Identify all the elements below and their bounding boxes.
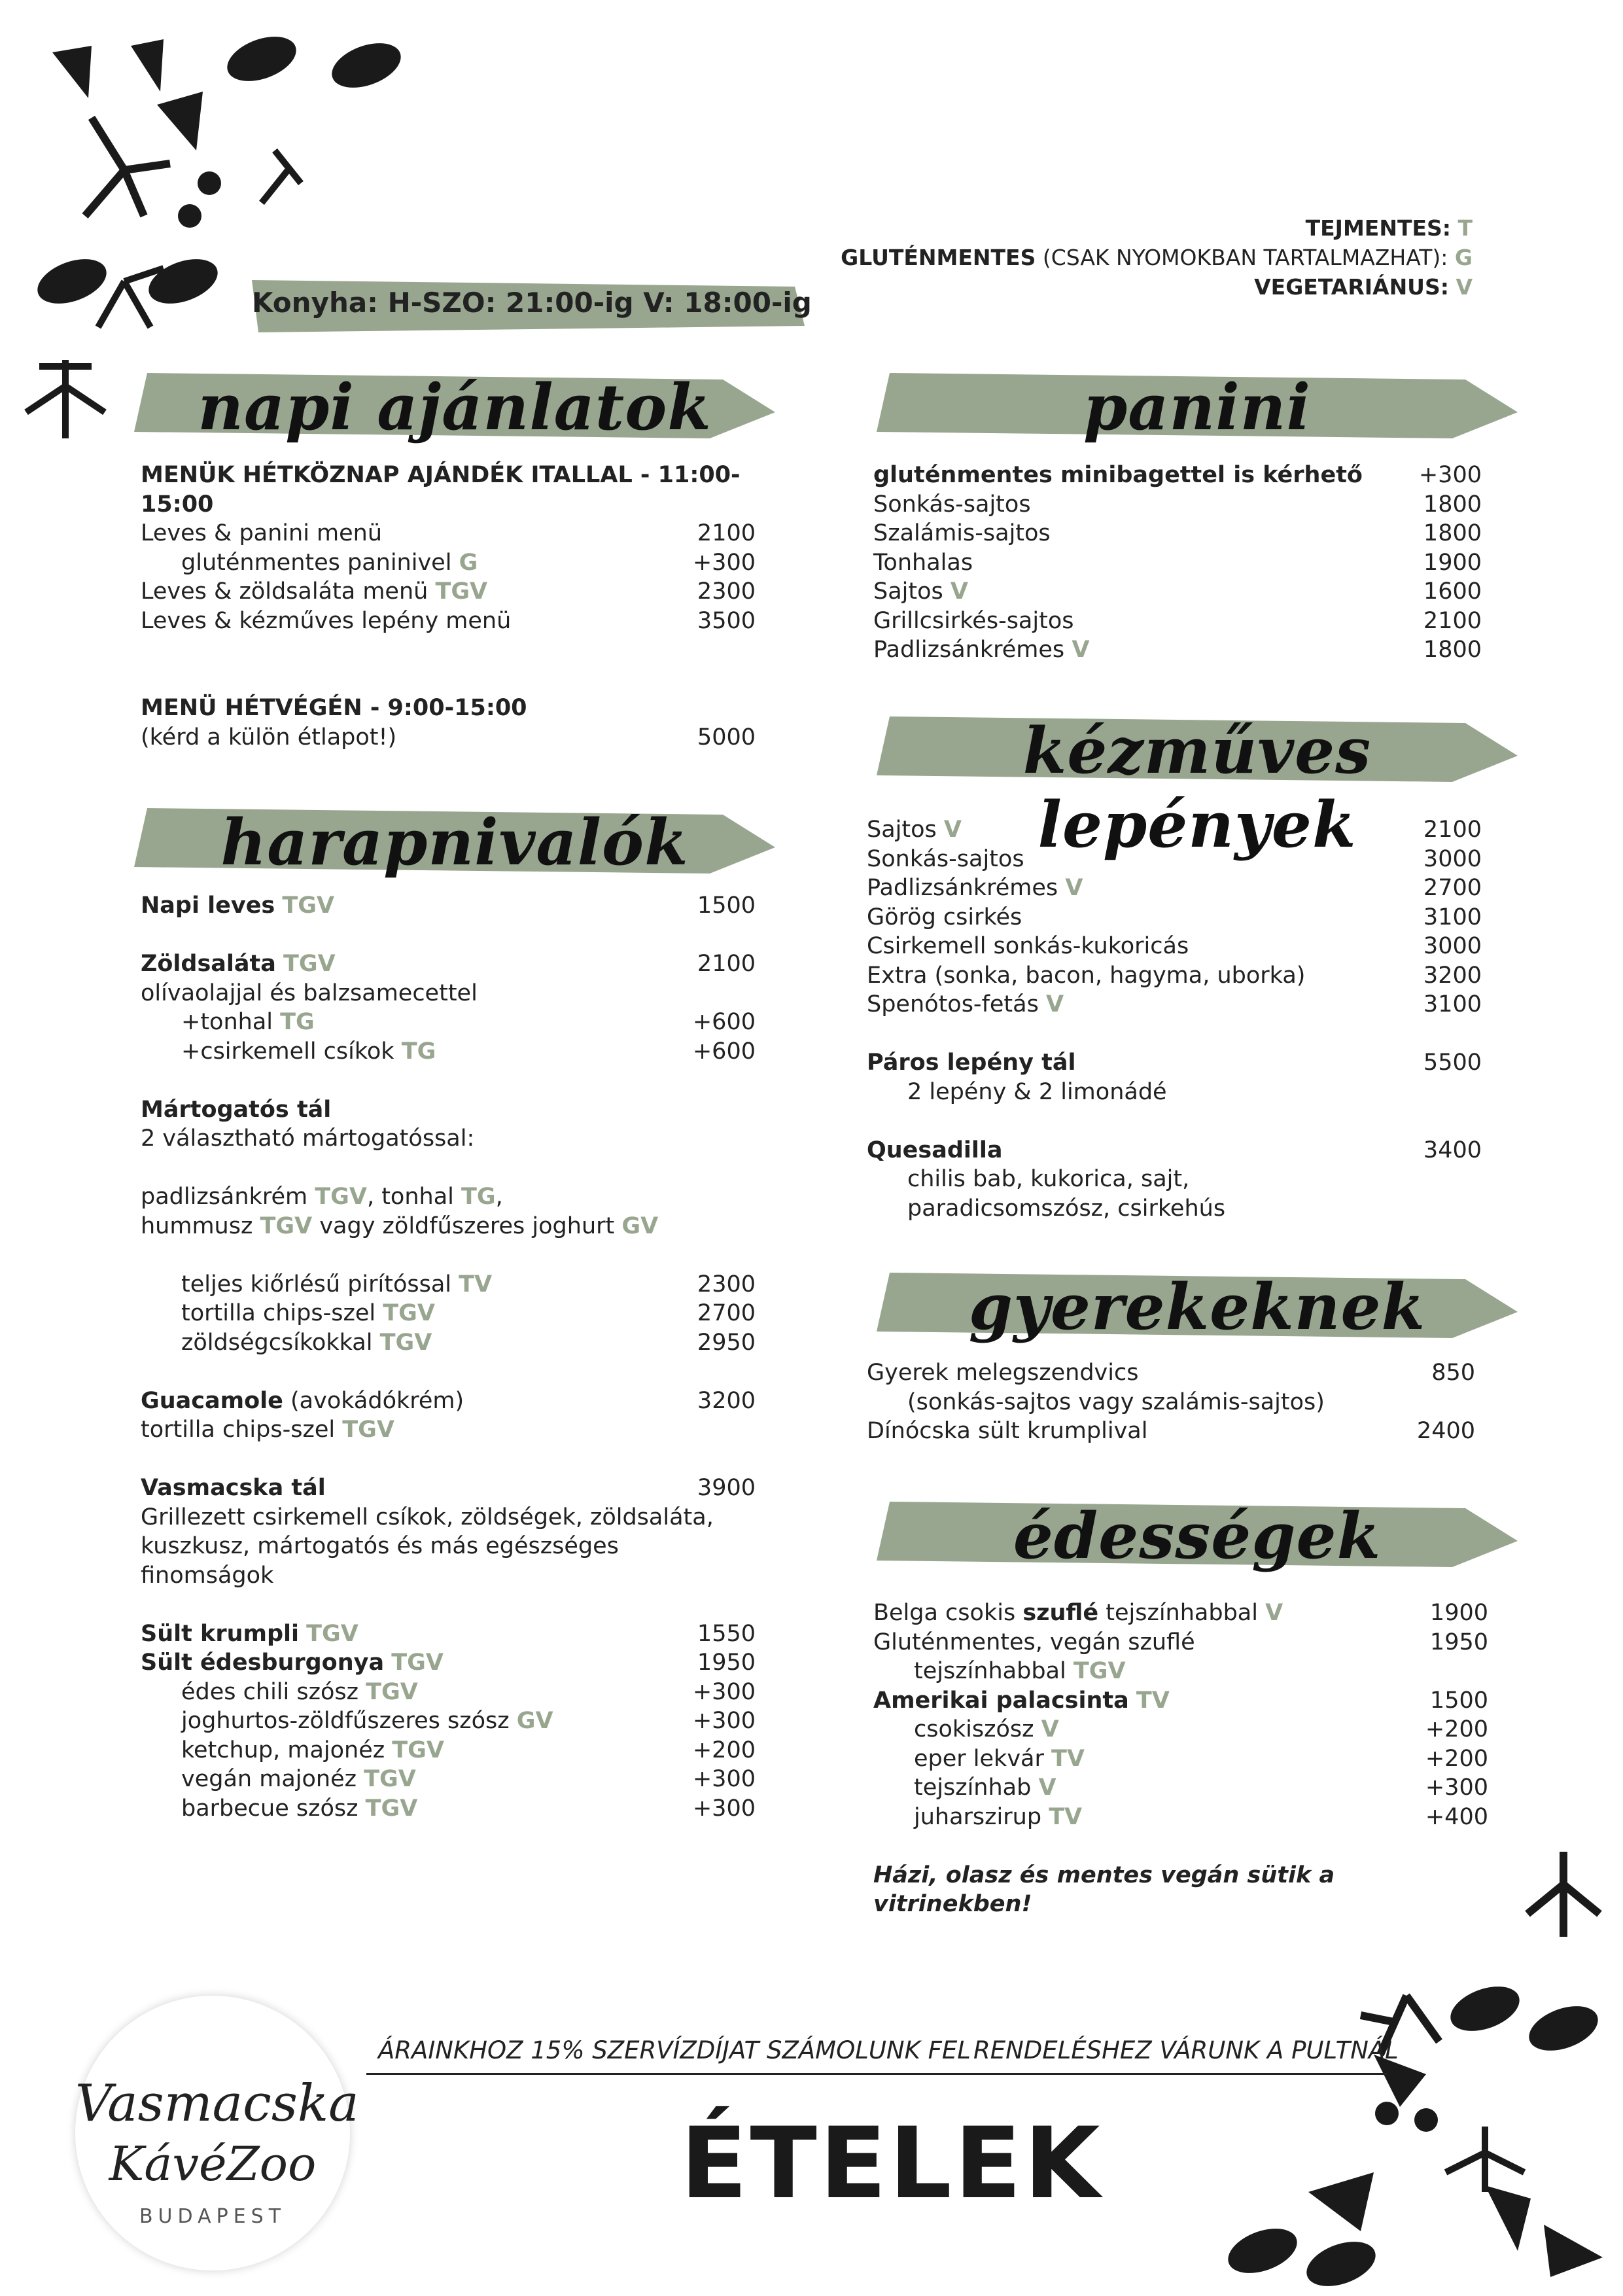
- item-description: chilis bab, kukorica, sajt,: [907, 1166, 1190, 1192]
- legend-gluten: GLUTÉNMENTES: [841, 245, 1036, 270]
- list-item: Csirkemell sonkás-kukoricás 3000: [867, 933, 1482, 959]
- list-item: Guacamole (avokádókrém) 3200: [141, 1387, 756, 1414]
- list-item: tejszínhab V +300: [914, 1775, 1488, 1801]
- kitchen-hours-banner: [245, 274, 812, 336]
- order-note: RENDELÉSHEZ VÁRUNK A PULTNÁL: [973, 2036, 1399, 2064]
- item-description: (sonkás-sajtos vagy szalámis-sajtos): [907, 1388, 1325, 1415]
- list-item: Sült édesburgonya TGV 1950: [141, 1650, 756, 1676]
- menu-weekend-header: MENÜ HÉTVÉGÉN - 9:00-15:00: [141, 695, 527, 721]
- item-description: olívaolajjal és balzsamecettel: [141, 980, 478, 1006]
- section-panini: [877, 366, 1518, 445]
- section-title: harapnivalók: [220, 805, 689, 879]
- list-item: +tonhal TG +600: [181, 1009, 756, 1035]
- section-title: napi ajánlatok: [198, 370, 712, 444]
- item-title: Mártogatós tál: [141, 1096, 332, 1123]
- list-item: zöldségcsíkokkal TGV 2950: [181, 1329, 756, 1356]
- list-item: Szalámis-sajtos 1800: [873, 520, 1482, 546]
- list-item: csokiszósz V +200: [914, 1716, 1488, 1742]
- edes-list: [873, 1598, 1488, 1919]
- list-item: vegán majonéz TGV +300: [181, 1766, 756, 1792]
- item-description: kuszkusz, mártogatós és más egészséges: [141, 1533, 619, 1559]
- section-title: gyerekeknek: [968, 1270, 1426, 1344]
- list-item: Sonkás-sajtos 3000: [867, 845, 1482, 872]
- list-item: Grillcsirkés-sajtos 2100: [873, 607, 1482, 634]
- legend-gluten-note: (CSAK NYOMOKBAN TARTALMAZHAT):: [1036, 245, 1448, 270]
- harapnivalok-list: [141, 891, 756, 1823]
- list-item: ketchup, majonéz TGV +200: [181, 1737, 756, 1763]
- list-item: Páros lepény tál 5500: [867, 1050, 1482, 1076]
- section-gyerekeknek: [877, 1266, 1518, 1345]
- list-item: Napi leves TGV 1500: [141, 892, 756, 919]
- list-item: Dínócska sült krumplival 2400: [867, 1418, 1475, 1444]
- legend-veg-code: V: [1456, 274, 1473, 300]
- item-description: tortilla chips-szel TGV: [141, 1417, 394, 1443]
- legend-lactose: TEJMENTES:: [1305, 215, 1451, 241]
- list-item: Leves & panini menü 2100: [141, 520, 756, 546]
- list-item: juharszirup TV +400: [914, 1803, 1488, 1830]
- list-item: +csirkemell csíkok TG +600: [181, 1038, 756, 1065]
- footprints-right: [1518, 1845, 1609, 1943]
- list-item: Görög csirkés 3100: [867, 904, 1482, 930]
- legend-vegetarian: VEGETARIÁNUS:: [1254, 274, 1449, 300]
- list-item: Amerikai palacsinta TV 1500: [873, 1687, 1488, 1714]
- logo-line2: KávéZoo: [109, 2136, 317, 2191]
- list-item: Padlizsánkrémes V 1800: [873, 637, 1482, 663]
- section-harapnivalok: [134, 802, 775, 880]
- list-item: Extra (sonka, bacon, hagyma, uborka) 3200: [867, 962, 1482, 989]
- footer-divider: [366, 2073, 1387, 2075]
- list-item: Zöldsaláta TGV 2100: [141, 951, 756, 977]
- list-item: teljes kiőrlésű pirítóssal TV 2300: [181, 1271, 756, 1298]
- section-title: kézműves lepények: [1022, 714, 1372, 862]
- napi-list: [141, 461, 756, 752]
- kitchen-hours: Konyha: H-SZO: 21:00-ig V: 18:00-ig: [252, 287, 812, 319]
- lepeny-list: [867, 815, 1482, 1223]
- list-item: eper lekvár TV +200: [914, 1745, 1488, 1772]
- list-item: Spenótos-fetás V 3100: [867, 991, 1482, 1017]
- list-item: Sajtos V 2100: [867, 817, 1482, 843]
- item-description: 2 választható mártogatóssal:: [141, 1125, 475, 1152]
- dessert-note: Házi, olasz és mentes vegán sütik a vitrinekben!: [873, 1862, 1335, 1917]
- list-item: Leves & zöldsaláta menü TGV 2300: [141, 578, 756, 605]
- item-description: finomságok: [141, 1562, 274, 1589]
- list-item: Vasmacska tál 3900: [141, 1475, 756, 1501]
- section-title: panini: [1083, 370, 1311, 444]
- section-napi-ajanlatok: [134, 366, 775, 445]
- dip-options: hummusz TGV vagy zöldfűszeres joghurt GV: [141, 1212, 659, 1239]
- list-item: Leves & kézműves lepény menü 3500: [141, 607, 756, 634]
- list-item: Padlizsánkrémes V 2700: [867, 875, 1482, 901]
- list-item: barbecue szósz TGV +300: [181, 1795, 756, 1822]
- list-item: Tonhalas 1900: [873, 549, 1482, 576]
- menu-weekday-header: MENÜK HÉTKÖZNAP AJÁNDÉK ITALLAL - 11:00-15:00: [141, 462, 741, 518]
- item-description: Grillezett csirkemell csíkok, zöldségek, zöldsaláta,: [141, 1504, 714, 1530]
- list-item: Quesadilla 3400: [867, 1137, 1482, 1163]
- logo-line1: Vasmacska: [75, 2074, 359, 2133]
- list-item: Sonkás-sajtos 1800: [873, 491, 1482, 518]
- page-title: ÉTELEK: [680, 2107, 1103, 2221]
- list-item: Gluténmentes, vegán szuflé 1950: [873, 1629, 1488, 1655]
- list-item: (kérd a külön étlapot!) 5000: [141, 724, 756, 751]
- gyerek-list: [867, 1358, 1475, 1446]
- list-item: édes chili szósz TGV +300: [181, 1678, 756, 1705]
- legend-lactose-code: T: [1457, 215, 1473, 241]
- item-description: paradicsomszósz, csirkehús: [907, 1195, 1226, 1222]
- section-title: édességek: [1013, 1499, 1382, 1573]
- panini-list: [873, 461, 1482, 665]
- footprints-bottom-right: [1210, 1976, 1616, 2290]
- legend-gluten-code: G: [1454, 245, 1473, 270]
- list-item: tortilla chips-szel TGV 2700: [181, 1300, 756, 1326]
- list-item: gluténmentes minibagettel is kérhető +300: [873, 462, 1482, 488]
- list-item: Sajtos V 1600: [873, 578, 1482, 605]
- service-fee-note: ÁRAINKHOZ 15% SZERVÍZDÍJAT SZÁMOLUNK FEL: [378, 2036, 971, 2064]
- logo: [75, 1996, 359, 2270]
- dip-options: padlizsánkrém TGV, tonhal TG,: [141, 1184, 503, 1210]
- list-item: Gyerek melegszendvics 850: [867, 1360, 1475, 1386]
- item-description: tejszínhabbal TGV: [914, 1658, 1126, 1684]
- logo-city: BUDAPEST: [139, 2205, 287, 2228]
- list-item: joghurtos-zöldfűszeres szósz GV +300: [181, 1708, 756, 1734]
- item-description: 2 lepény & 2 limonádé: [907, 1078, 1167, 1105]
- section-edessegek: [877, 1495, 1518, 1574]
- list-item: Belga csokis szuflé tejszínhabbal V 1900: [873, 1600, 1488, 1626]
- list-item: gluténmentes paninivel G +300: [181, 549, 756, 576]
- list-item: Sült krumpli TGV 1550: [141, 1620, 756, 1647]
- allergen-legend: [841, 213, 1473, 302]
